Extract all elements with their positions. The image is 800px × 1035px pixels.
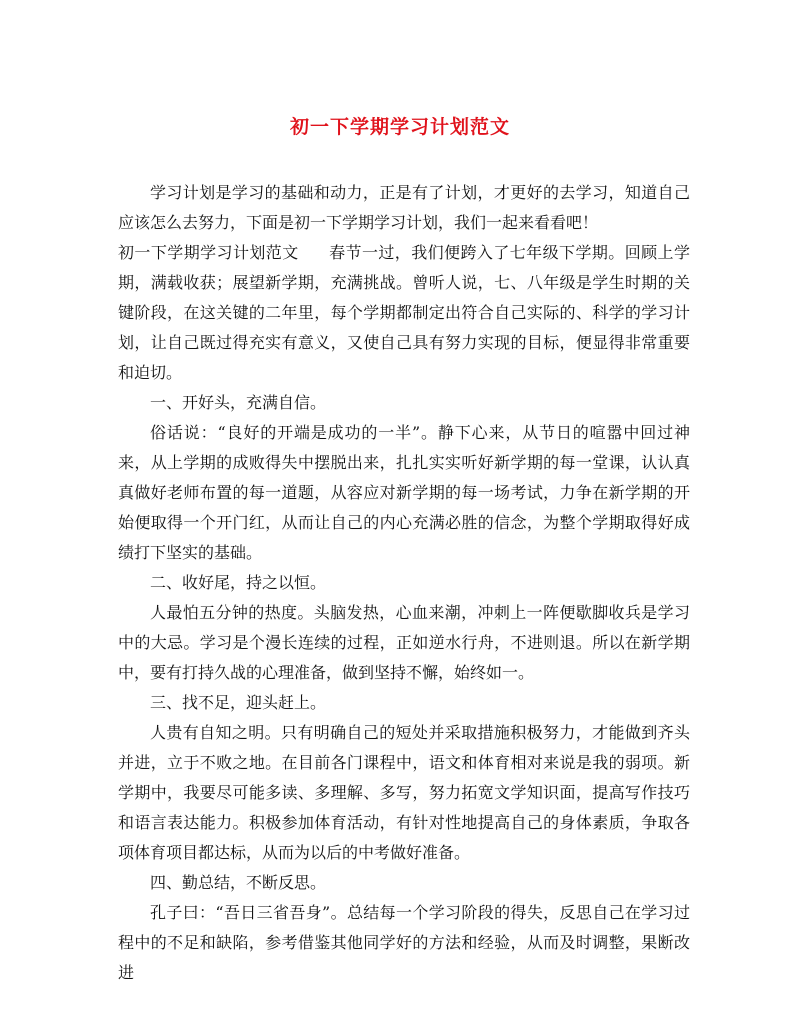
opening-paragraph <box>118 238 690 388</box>
section-heading: 一、开好头，充满自信。 <box>150 393 327 412</box>
section-heading: 三、找不足，迎头赶上。 <box>150 693 327 712</box>
opening-text: 春节一过，我们便跨入了七年级下学期。回顾上学期，满载收获；展望新学期，充满挑战。曾听人说，七、八年级是学生时期的关键阶段，在这关键的二年里，每个学期都制定出符合自己实际的、科学的学习计划，让自己既过得充实有意义，又使自己具有努力实现的目标，便显得非常重要和迫切。 <box>118 243 690 382</box>
section-heading: 四、勤总结，不断反思。 <box>150 873 327 892</box>
subtitle-inline: 初一下学期学习计划范文 <box>118 243 299 262</box>
section-body: 孔子曰：“吾日三省吾身”。总结每一个学习阶段的得失，反思自己在学习过程中的不足和缺陷，参考借鉴其他同学好的方法和经验，从而及时调整，果断改进 <box>118 903 690 982</box>
section-body: 俗话说：“良好的开端是成功的一半”。静下心来，从节日的喧嚣中回过神来，从上学期的成败得失中摆脱出来，扎扎实实听好新学期的每一堂课，认认真真做好老师布置的每一道题，从容应对新学期的每一场考试，力争在新学期的开始便取得一个开门红，从而让自己的内心充满必胜的信念，为整个学期取得好成绩打下坚实的基础。 <box>118 423 690 562</box>
document-body <box>118 178 690 988</box>
section-body: 人贵有自知之明。只有明确自己的短处并采取措施积极努力，才能做到齐头并进，立于不败之地。在目前各门课程中，语文和体育相对来说是我的弱项。新学期中，我要尽可能多读、多理解、多写，努力拓宽文学知识面，提高写作技巧和语言表达能力。积极参加体育活动，有针对性地提高自己的身体素质，争取各项体育项目都达标，从而为以后的中考做好准备。 <box>118 723 690 862</box>
section-body: 人最怕五分钟的热度。头脑发热，心血来潮，冲刺上一阵便歇脚收兵是学习中的大忌。学习是个漫长连续的过程，正如逆水行舟，不进则退。所以在新学期中，要有打持久战的心理准备，做到坚持不懈，始终如一。 <box>118 603 690 682</box>
intro-paragraph: 学习计划是学习的基础和动力，正是有了计划，才更好的去学习，知道自己应该怎么去努力，下面是初一下学期学习计划，我们一起来看看吧！ <box>118 183 690 232</box>
page-title: 初一下学期学习计划范文 <box>289 116 510 138</box>
section-heading: 二、收好尾，持之以恒。 <box>150 573 327 592</box>
